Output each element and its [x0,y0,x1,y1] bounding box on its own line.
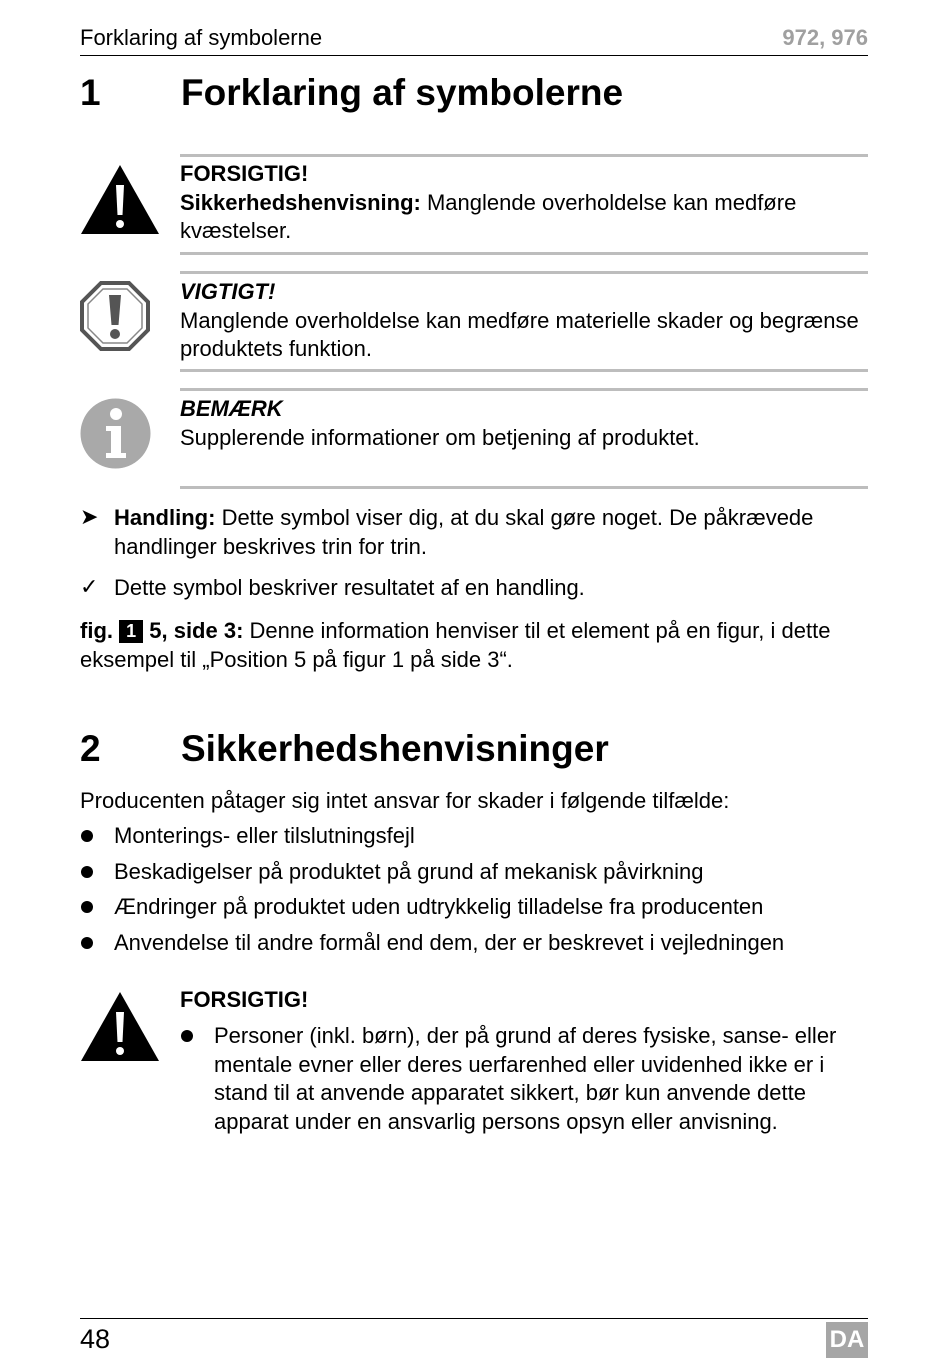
section-1-number: 1 [80,72,101,113]
header-title: Forklaring af symbolerne [80,25,323,50]
section-2-title: Sikkerhedshenvisninger [181,728,609,769]
bullet-dot [81,866,93,878]
bullet-dot [81,830,93,842]
caution-text [180,189,868,246]
caution-2-item: Personer (inkl. børn), der på grund af deres fysiske, sanse- eller mentale evner eller deres uerfarenhed eller uvidenhed ikke er i stand til at anvende apparatet sikkert, bør kun anvende dette apparat under en ansvarlig persons opsyn eller anvisning. [214,1023,837,1134]
info-note [180,395,868,452]
note-divider [180,252,868,255]
caution-note [180,160,868,246]
section-2-intro: Producenten påtager sig intet ansvar for skader i følgende tilfælde: [80,788,730,813]
note-divider [180,388,868,391]
page-number: 48 [80,1324,111,1354]
warning-triangle-icon [80,163,160,235]
section-1-heading [80,72,880,116]
bullet-dot [81,901,93,913]
info-text: Supplerende informationer om betjening af produktet. [180,424,700,450]
list-item: Ændringer på produktet uden udtrykkelig tilladelse fra producenten [114,894,764,919]
note-divider [180,271,868,274]
note-divider [180,486,868,489]
info-title: BEMÆRK [180,396,283,421]
important-note [180,278,868,364]
note-divider [180,369,868,372]
action-body: Dette symbol viser dig, at du skal gøre noget. De påkrævede handlinger beskrives trin for trin. [114,505,814,559]
section-2-number: 2 [80,728,101,769]
header-divider [80,55,868,56]
section-1-title: Forklaring af symbolerne [181,72,624,113]
result-description: Dette symbol beskriver resultatet af en handling. [114,575,585,600]
caution-lead: Sikkerhedshenvisning: [180,189,421,215]
figure-number-box: 1 [119,620,143,643]
header-model-numbers: 972, 976 [782,25,868,50]
figref-suffix: 5, side 3: [149,618,244,643]
caution-body: Manglende overholdelse kan medføre kvæstelser. [180,189,797,243]
info-circle-icon [80,398,151,469]
important-text: Manglende overholdelse kan medføre materielle skader og begrænse produktets funktion. [180,307,859,361]
list-item: Anvendelse til andre formål end dem, der er beskrevet i vejledningen [114,930,785,955]
figref-prefix: fig. [80,618,113,643]
octagon-exclamation-icon [80,281,150,351]
caution-title: FORSIGTIG! [180,161,309,186]
language-badge: DA [826,1322,868,1358]
bullet-dot [181,1030,193,1042]
arrow-marker-icon: ➤ [80,504,99,529]
warning-triangle-icon [80,990,160,1062]
bullet-dot [81,937,93,949]
caution-2-title: FORSIGTIG! [180,987,309,1012]
checkmark-icon: ✓ [80,574,99,599]
action-lead: Handling: [114,505,216,530]
section-2-heading [80,728,880,772]
note-divider [180,154,868,157]
list-item: Beskadigelser på produktet på grund af mekanisk påvirkning [114,859,704,884]
footer-divider [80,1318,868,1319]
figure-reference [80,617,868,674]
important-title: VIGTIGT! [180,279,276,304]
action-description [114,504,868,561]
list-item: Monterings- eller tilslutningsfejl [114,823,415,848]
figref-body: Denne information henviser til et element på en figur, i dette eksempel til „Position 5 på figur 1 på side 3“. [80,618,831,672]
